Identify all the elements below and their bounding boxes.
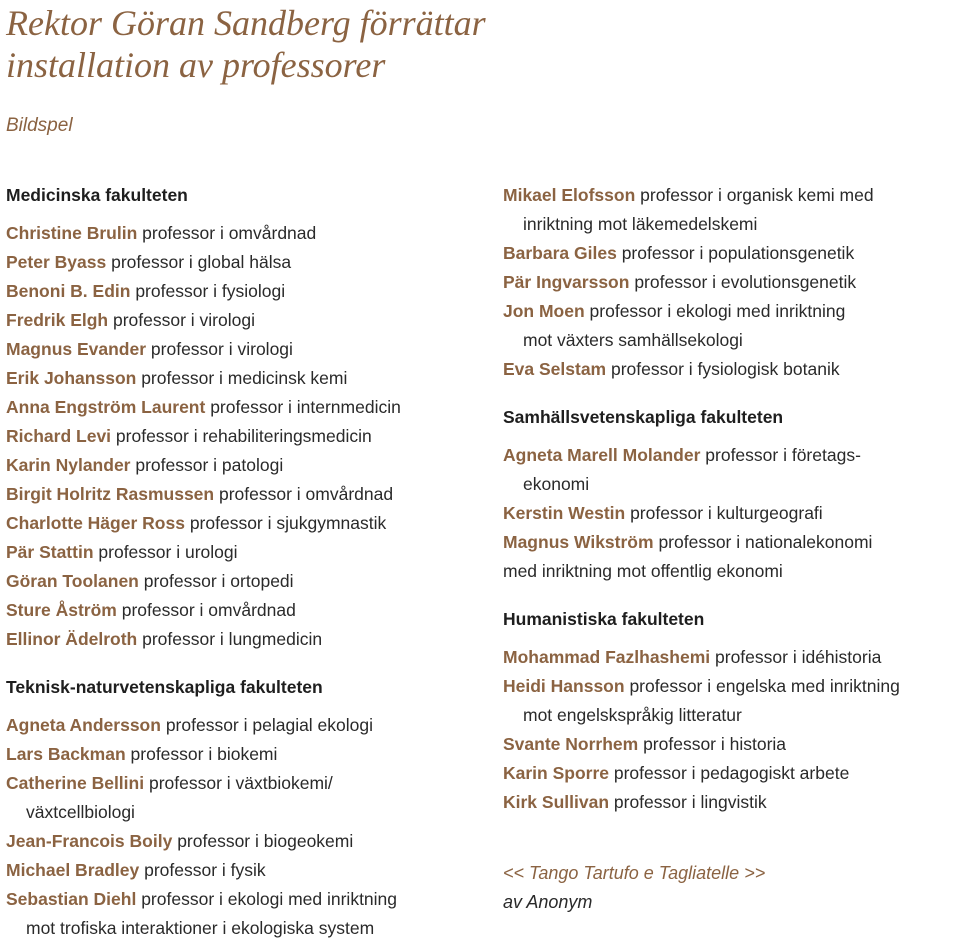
person-name: Svante Norrhem xyxy=(503,734,639,754)
person-name: Magnus Evander xyxy=(6,339,147,359)
person-name: Agneta Marell Molander xyxy=(503,445,701,465)
person-name: Birgit Holritz Rasmussen xyxy=(6,484,215,504)
person-name: Eva Selstam xyxy=(503,359,607,379)
professor-title: professor i organisk kemi med xyxy=(640,185,874,205)
professor-title-continued: mot trofiska interaktioner i ekologiska system xyxy=(26,918,375,938)
list-item xyxy=(6,740,486,769)
person-name: Erik Johansson xyxy=(6,368,137,388)
person-name: Magnus Wikström xyxy=(503,532,654,552)
professor-title: professor i urologi xyxy=(98,542,238,562)
list-item xyxy=(503,441,958,499)
science-list xyxy=(6,711,486,943)
person-name: Mikael Elofsson xyxy=(503,185,636,205)
left-column xyxy=(6,181,486,943)
person-name: Lars Backman xyxy=(6,744,126,764)
professor-title: professor i fysik xyxy=(144,860,266,880)
professor-title: professor i medicinsk kemi xyxy=(141,368,348,388)
person-name: Kerstin Westin xyxy=(503,503,626,523)
professor-title: professor i sjukgymnastik xyxy=(189,513,387,533)
person-name: Michael Bradley xyxy=(6,860,140,880)
social-list xyxy=(503,441,958,586)
professor-title-continued: ekonomi xyxy=(523,474,590,494)
person-name: Peter Byass xyxy=(6,252,107,272)
person-name: Heidi Hansson xyxy=(503,676,625,696)
person-name: Jean-Francois Boily xyxy=(6,831,173,851)
faculty-heading-science: Teknisk-naturvetenskapliga fakulteten xyxy=(6,677,323,697)
professor-title: professor i evolutionsgenetik xyxy=(634,272,857,292)
professor-title: professor i lungmedicin xyxy=(142,629,323,649)
list-item xyxy=(6,827,486,856)
music-author: av Anonym xyxy=(503,892,593,912)
professor-title: professor i nationalekonomi xyxy=(658,532,873,552)
list-item xyxy=(503,730,958,759)
list-item xyxy=(503,528,958,586)
professor-title: professor i engelska med inriktning xyxy=(629,676,900,696)
person-name: Karin Nylander xyxy=(6,455,131,475)
professor-title-continued: mot växters samhällsekologi xyxy=(523,330,743,350)
music-piece: << Tango Tartufo e Tagliatelle >> xyxy=(503,863,766,883)
professor-title: professor i fysiologisk botanik xyxy=(611,359,840,379)
professor-title: professor i internmedicin xyxy=(210,397,401,417)
person-name: Sebastian Diehl xyxy=(6,889,137,909)
list-item xyxy=(503,759,958,788)
person-name: Richard Levi xyxy=(6,426,112,446)
medicine-list xyxy=(6,219,486,654)
professor-title-continued: växtcellbiologi xyxy=(26,802,135,822)
list-item xyxy=(6,219,486,248)
person-name: Barbara Giles xyxy=(503,243,617,263)
list-item xyxy=(503,672,958,730)
list-item xyxy=(503,268,958,297)
person-name: Mohammad Fazlhashemi xyxy=(503,647,711,667)
professor-title: professor i omvårdnad xyxy=(121,600,296,620)
science-list-continued xyxy=(503,181,958,384)
list-item xyxy=(6,451,486,480)
page-title: Rektor Göran Sandberg förrättar installation av professorer xyxy=(6,3,486,85)
right-column xyxy=(503,181,958,917)
list-item xyxy=(6,335,486,364)
professor-title-continued: inriktning mot läkemedelskemi xyxy=(523,214,758,234)
professor-title: professor i global hälsa xyxy=(111,252,292,272)
person-name: Christine Brulin xyxy=(6,223,138,243)
professor-title-continued: med inriktning mot offentlig ekonomi xyxy=(503,561,783,581)
professor-title: professor i lingvistik xyxy=(613,792,767,812)
person-name: Jon Moen xyxy=(503,301,585,321)
person-name: Charlotte Häger Ross xyxy=(6,513,185,533)
list-item xyxy=(6,364,486,393)
professor-title: professor i biokemi xyxy=(130,744,278,764)
person-name: Pär Ingvarsson xyxy=(503,272,630,292)
person-name: Anna Engström Laurent xyxy=(6,397,206,417)
list-item xyxy=(6,567,486,596)
person-name: Catherine Bellini xyxy=(6,773,145,793)
page-subtitle: Bildspel xyxy=(6,115,73,136)
person-name: Benoni B. Edin xyxy=(6,281,131,301)
list-item xyxy=(6,596,486,625)
list-item xyxy=(503,499,958,528)
faculty-heading-medicine: Medicinska fakulteten xyxy=(6,185,188,205)
person-name: Fredrik Elgh xyxy=(6,310,109,330)
professor-title: professor i rehabiliteringsmedicin xyxy=(115,426,372,446)
list-item xyxy=(6,885,486,943)
professor-title: professor i ekologi med inriktning xyxy=(141,889,398,909)
professor-title: professor i växtbiokemi/ xyxy=(148,773,333,793)
professor-title: professor i omvårdnad xyxy=(142,223,317,243)
faculty-heading-humanities: Humanistiska fakulteten xyxy=(503,609,705,629)
list-item xyxy=(503,239,958,268)
professor-title: professor i ortopedi xyxy=(143,571,294,591)
list-item xyxy=(6,711,486,740)
list-item xyxy=(6,248,486,277)
professor-title: professor i omvårdnad xyxy=(218,484,394,504)
professor-title: professor i företags- xyxy=(705,445,861,465)
professor-title: professor i kulturgeografi xyxy=(630,503,823,523)
list-item xyxy=(6,625,486,654)
list-item xyxy=(503,297,958,355)
list-item xyxy=(503,355,958,384)
person-name: Sture Åström xyxy=(6,600,117,620)
professor-title: professor i patologi xyxy=(135,455,284,475)
list-item xyxy=(6,480,486,509)
list-item xyxy=(6,393,486,422)
person-name: Agneta Andersson xyxy=(6,715,161,735)
professor-title: professor i pedagogiskt arbete xyxy=(613,763,850,783)
list-item xyxy=(503,643,958,672)
list-item xyxy=(503,181,958,239)
professor-title: professor i idéhistoria xyxy=(715,647,882,667)
list-item xyxy=(6,277,486,306)
list-item xyxy=(6,422,486,451)
list-item xyxy=(503,788,958,817)
list-item xyxy=(6,538,486,567)
professor-title: professor i biogeokemi xyxy=(177,831,354,851)
professor-title: professor i virologi xyxy=(112,310,255,330)
faculty-heading-social: Samhällsvetenskapliga fakulteten xyxy=(503,407,784,427)
professor-title: professor i virologi xyxy=(150,339,293,359)
list-item xyxy=(6,769,486,827)
person-name: Pär Stattin xyxy=(6,542,94,562)
list-item xyxy=(6,509,486,538)
person-name: Göran Toolanen xyxy=(6,571,139,591)
professor-title-continued: mot engelskspråkig litteratur xyxy=(523,705,742,725)
professor-title: professor i ekologi med inriktning xyxy=(589,301,846,321)
person-name: Kirk Sullivan xyxy=(503,792,610,812)
list-item xyxy=(6,306,486,335)
person-name: Ellinor Ädelroth xyxy=(6,629,138,649)
person-name: Karin Sporre xyxy=(503,763,609,783)
professor-title: professor i fysiologi xyxy=(135,281,286,301)
list-item xyxy=(6,856,486,885)
professor-title: professor i populationsgenetik xyxy=(621,243,855,263)
professor-title: professor i pelagial ekologi xyxy=(165,715,374,735)
professor-title: professor i historia xyxy=(643,734,787,754)
humanities-list xyxy=(503,643,958,817)
